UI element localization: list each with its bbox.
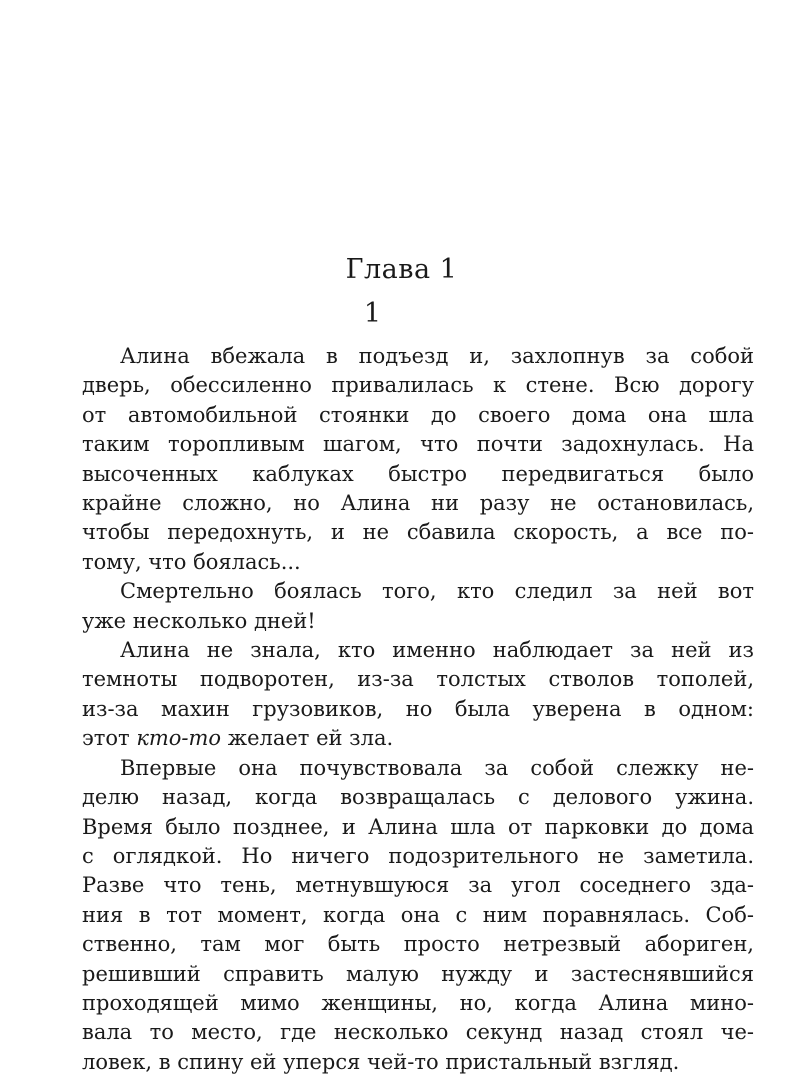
text-line: решивший справить малую нужду и застеснявшийся bbox=[82, 961, 754, 986]
emphasized-text: кто-то bbox=[136, 726, 222, 751]
paragraph-4 bbox=[82, 754, 754, 1077]
text-line: из-за махин грузовиков, но была уверена в одном: bbox=[82, 696, 754, 721]
text-line: чтобы передохнуть, и не сбавила скорость, а все по- bbox=[82, 520, 754, 545]
text-line bbox=[82, 724, 754, 753]
text-segment: желает ей зла. bbox=[221, 726, 394, 751]
text-line: крайне сложно, но Алина ни разу не остановилась, bbox=[82, 491, 754, 516]
paragraph-3 bbox=[82, 636, 754, 754]
text-line: от автомобильной стоянки до своего дома она шла bbox=[82, 402, 754, 427]
paragraph-1 bbox=[82, 342, 754, 577]
text-line: тому, что боялась... bbox=[82, 549, 301, 574]
text-line: Алина вбежала в подъезд и, захлопнув за собой bbox=[120, 344, 754, 368]
text-line: высоченных каблуках быстро передвигаться было bbox=[82, 461, 754, 486]
text-line: таким торопливым шагом, что почти задохнулась. На bbox=[82, 432, 754, 457]
text-line: вала то место, где несколько секунд назад стоял че- bbox=[82, 1020, 754, 1045]
body-text bbox=[82, 342, 754, 1077]
text-line: Разве что тень, метнувшуюся за угол соседнего зда- bbox=[82, 873, 754, 898]
text-line: дверь, обессиленно привалилась к стене. Всю дорогу bbox=[82, 373, 754, 398]
text-line: Смертельно боялась того, кто следил за ней вот bbox=[120, 579, 754, 604]
chapter-title: Глава 1 bbox=[345, 254, 458, 285]
paragraph-2 bbox=[82, 577, 754, 636]
text-segment: этот bbox=[82, 726, 137, 751]
text-line: Алина не знала, кто именно наблюдает за ней из bbox=[120, 638, 754, 663]
section-number: 1 bbox=[363, 298, 382, 329]
text-line: уже несколько дней! bbox=[82, 608, 316, 633]
text-line: ния в тот момент, когда она с ним поравнялась. Соб- bbox=[82, 902, 754, 927]
text-line: темноты подворотен, из-за толстых стволов тополей, bbox=[82, 667, 754, 692]
text-line: Время было позднее, и Алина шла от парковки до дома bbox=[82, 814, 754, 839]
text-line: Впервые она почувствовала за собой слежку не- bbox=[120, 755, 754, 780]
text-line: с оглядкой. Но ничего подозрительного не заметила. bbox=[82, 843, 754, 868]
text-line: ловек, в спину ей уперся чей-то пристальный взгляд. bbox=[82, 1049, 680, 1074]
text-line: ственно, там мог быть просто нетрезвый абориген, bbox=[82, 932, 754, 957]
text-line: делю назад, когда возвращалась с делового ужина. bbox=[82, 785, 754, 810]
text-line: проходящей мимо женщины, но, когда Алина мино- bbox=[82, 990, 754, 1015]
